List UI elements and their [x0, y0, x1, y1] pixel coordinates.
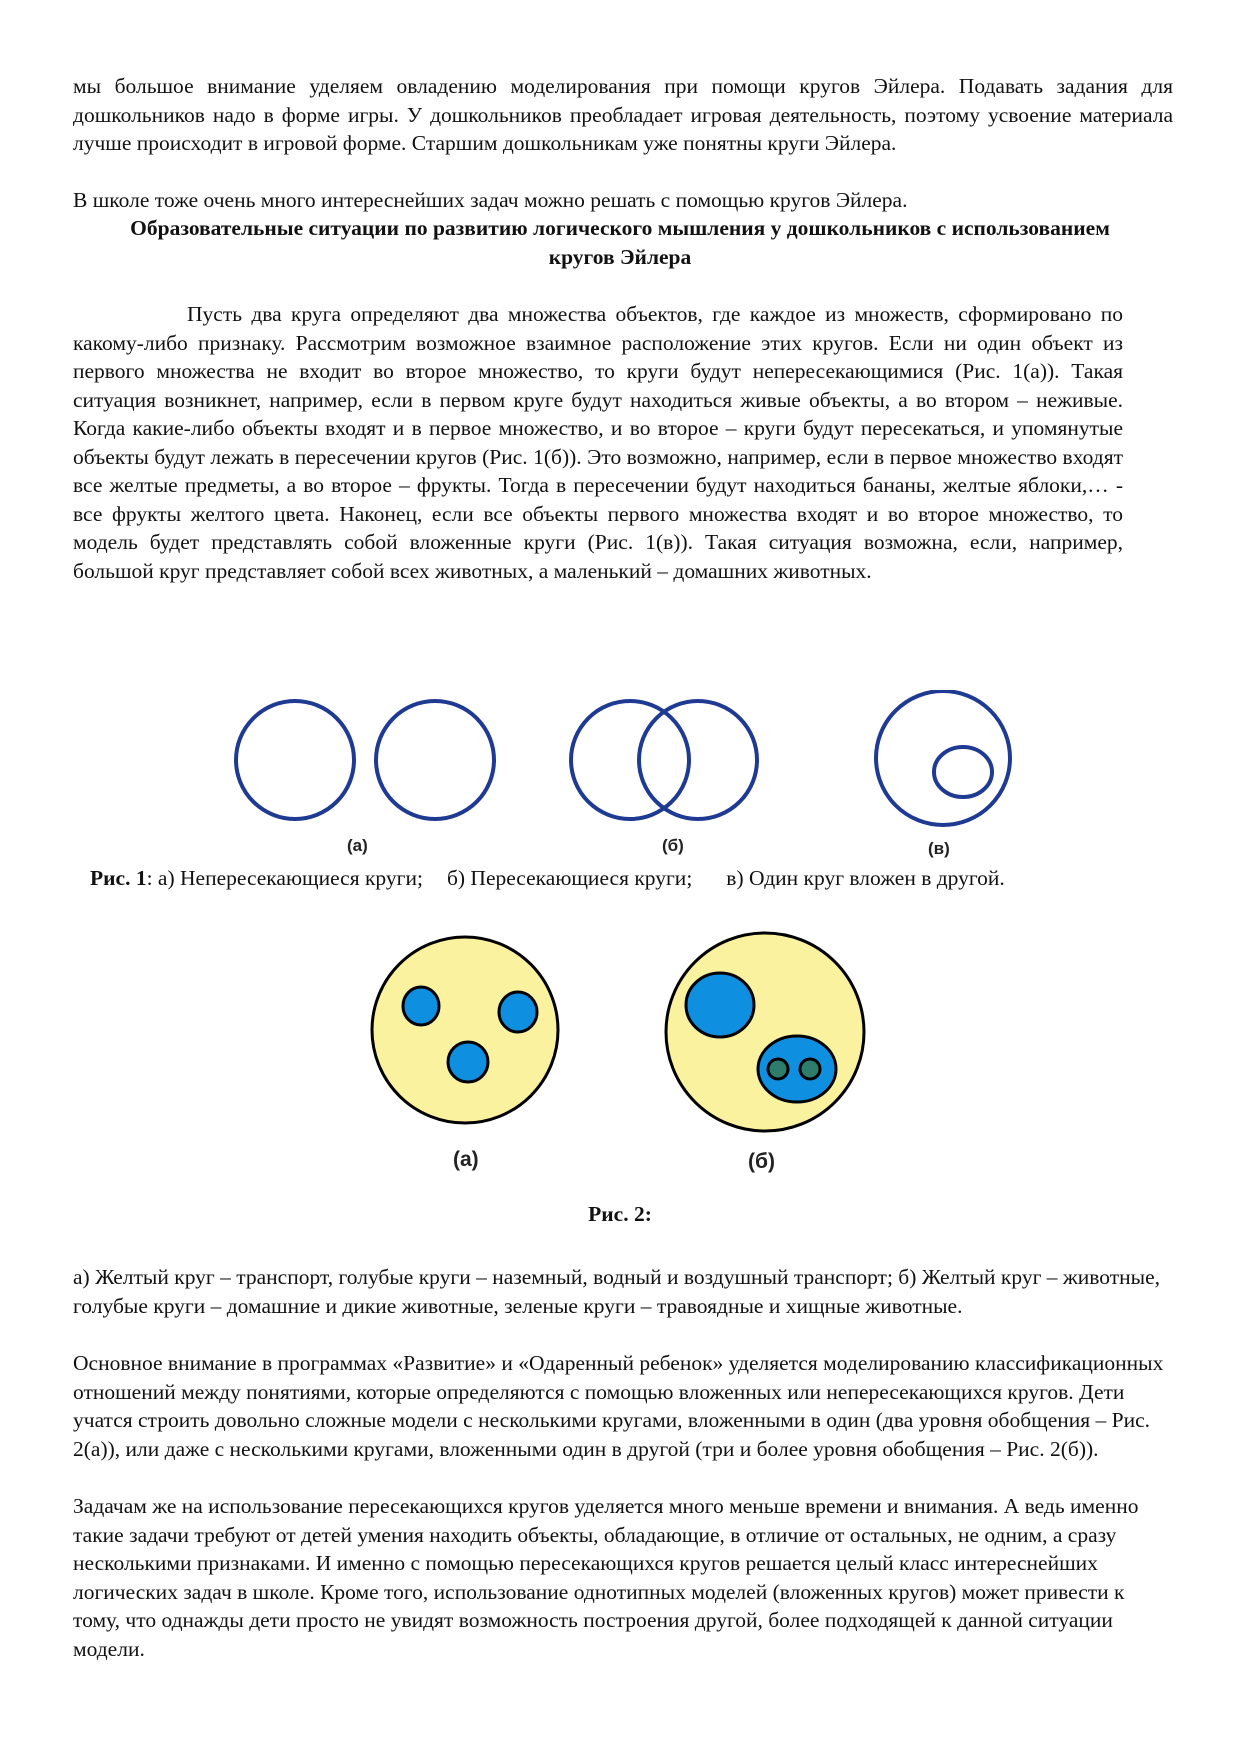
fig2-label-a: (а) [453, 1148, 479, 1171]
paragraph-programs: Основное внимание в программах «Развитие» и «Одаренный ребенок» уделяется моделированию классификационных отношений между понятиями, которые определяются с помощью вложенных или непересекающихся кругов. Дети учатся строить довольно сложные модели с несколькими кругами, вложенными в один (два уровня обобщения – Рис. 2(а)), или даже с несколькими кругами, вложенными один в другой (три и более уровня обобщения – Рис. 2(б)). [73, 1351, 1164, 1461]
figure-1-caption-b: б) Пересекающиеся круги; [446, 866, 693, 890]
intro-paragraph-1: мы большое внимание уделяем овладению моделирования при помощи кругов Эйлера. Подавать задания для дошкольников надо в форме игры. У дошкольников преобладает игровая деятельность, поэтому усвоение материала лучше происходит в игровой форме. Старшим дошкольникам уже понятны круги Эйлера. [73, 74, 1173, 155]
figure-1-caption [90, 864, 1190, 893]
fig1-label-b: (б) [662, 836, 684, 855]
fig2-b-inner-circle-1 [686, 973, 754, 1037]
figure-1-caption-c: в) Один круг вложен в другой. [726, 866, 1005, 890]
fig1-b-left-circle [571, 701, 689, 819]
figure-2-explanation: а) Желтый круг – транспорт, голубые круги – наземный, водный и воздушный транспорт; б) Желтый круг – животные, голубые круги – домашние и дикие животные, зеленые круги – травоядные и хищные животные. [73, 1265, 1161, 1318]
fig1-c-inner-circle [934, 747, 992, 797]
fig2-a-inner-circle-1 [403, 987, 439, 1025]
figure-2 [0, 920, 1240, 1160]
fig2-b-outer-circle [666, 933, 864, 1131]
fig2-a-inner-circle-3 [448, 1042, 488, 1082]
fig2-label-b: (б) [748, 1150, 775, 1173]
figure-2-caption: Рис. 2: [588, 1202, 652, 1226]
fig1-c-outer-circle [876, 691, 1010, 825]
intro-paragraph-2: В школе тоже очень много интереснейших задач можно решать с помощью кругов Эйлера. [73, 188, 908, 212]
figure-1-caption-prefix: Рис. 1 [90, 866, 147, 890]
fig2-a-inner-circle-2 [499, 992, 537, 1032]
fig1-a-right-circle [376, 701, 494, 819]
fig1-label-a: (а) [347, 836, 368, 855]
fig1-label-c: (в) [928, 839, 950, 858]
fig1-a-left-circle [236, 701, 354, 819]
fig1-b-right-circle [639, 701, 757, 819]
figure-1-caption-a: : а) Непересекающиеся круги; [146, 866, 423, 890]
fig2-a-outer-circle [372, 937, 558, 1123]
figure-1 [0, 690, 1240, 870]
paragraph-tasks: Задачам же на использование пересекающихся кругов уделяется много меньше времени и внимания. А ведь именно такие задачи требуют от детей умения находить объекты, обладающие, в отличие от остальных, не одним, а сразу несколькими признаками. И именно с помощью пересекающихся кругов решается целый класс интереснейших логических задач в школе. Кроме того, использование однотипных моделей (вложенных кругов) может привести к тому, что однажды дети просто не увидят возможность построения другой, более подходящей к данной ситуации модели. [73, 1494, 1139, 1661]
section-title: Образовательные ситуации по развитию логического мышления у дошкольников с использованием кругов Эйлера [130, 216, 1110, 269]
body-paragraph: Пусть два круга определяют два множества объектов, где каждое из множеств, сформировано по какому-либо признаку. Рассмотрим возможное взаимное расположение этих кругов. Если ни один объект из первого множества не входит во второе множество, то круги будут непересекающимися (Рис. 1(а)). Такая ситуация возникнет, например, если в первом круге будут находиться живые объекты, а во втором – неживые. Когда какие-либо объекты входят и в первое множество, и во второе – круги будут пересекаться, и упомянутые объекты будут лежать в пересечении кругов (Рис. 1(б)). Это возможно, например, если в первое множество входят все желтые предметы, а во второе – фрукты. Тогда в пересечении будут находиться бананы, желтые яблоки,… - все фрукты желтого цвета. Наконец, если все объекты первого множества входят и во второе множество, то модель будет представлять собой вложенные круги (Рис. 1(в)). Такая ситуация возможна, если, например, большой круг представляет собой всех животных, а маленький – домашних животных. [73, 302, 1123, 583]
fig2-b-innermost-circle-2 [800, 1059, 820, 1079]
fig2-b-innermost-circle-1 [768, 1059, 788, 1079]
